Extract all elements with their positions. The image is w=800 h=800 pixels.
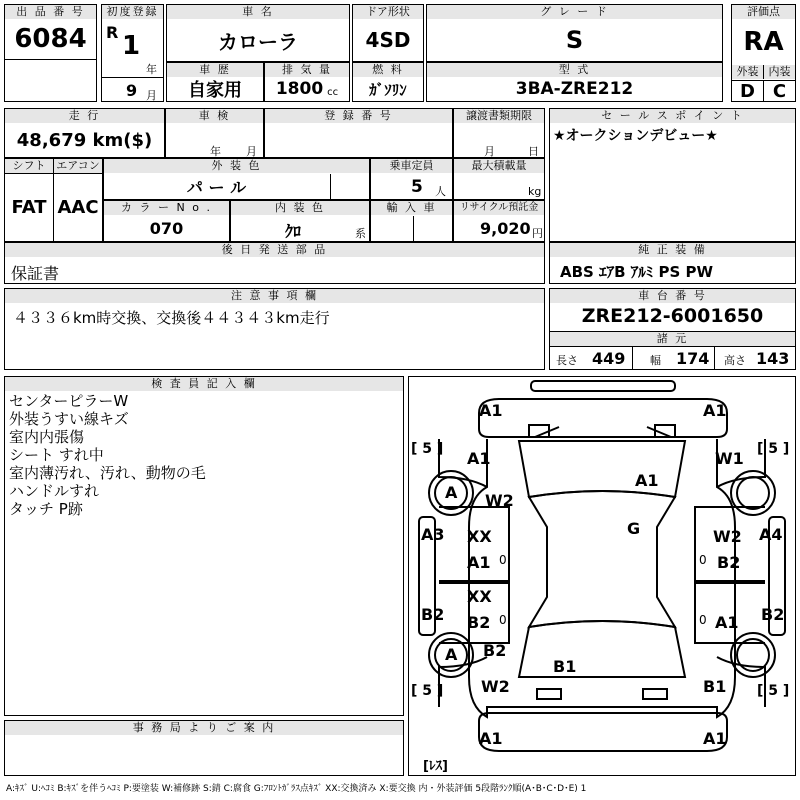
score-label: 評価点 xyxy=(732,5,795,19)
sales-point-label: セ ー ル ス ポ イ ン ト xyxy=(550,109,795,123)
inspector-line: タッチ P跡 xyxy=(9,500,83,518)
inspector-notes xyxy=(5,391,403,519)
zero-4: 0 xyxy=(699,613,707,627)
spec-label: 諸 元 xyxy=(550,331,795,347)
mileage-label: 走 行 xyxy=(5,109,164,123)
inspection-box xyxy=(165,108,264,158)
grade-box xyxy=(426,4,723,62)
recycle-amount: 9,020 xyxy=(480,219,531,238)
load-box xyxy=(453,158,545,200)
office-box xyxy=(4,720,404,776)
notice-box xyxy=(4,288,545,370)
tread-rear-left: [ 5 ] xyxy=(411,683,444,699)
shift-label: シフト xyxy=(5,159,54,174)
year-unit: 年 xyxy=(146,63,157,76)
exterior-color-label: 外 装 色 xyxy=(104,159,369,173)
equipment-label: 純 正 装 備 xyxy=(550,243,795,257)
exterior-color-box xyxy=(103,158,370,200)
mark-rear-left: A1 xyxy=(479,729,503,748)
mark-side-r: A4 xyxy=(759,525,783,544)
grade-label: グ レ ー ド xyxy=(427,5,722,19)
mark-rocker-l: B2 xyxy=(421,605,445,624)
import-box xyxy=(370,200,453,242)
recycle-box xyxy=(453,200,545,242)
mark-door-l2b: B2 xyxy=(467,613,491,632)
later-parts: 保証書 xyxy=(11,264,60,283)
import-label: 輸 入 車 xyxy=(371,201,452,215)
inspector-line: ハンドルすれ xyxy=(9,482,100,500)
model-name-box xyxy=(166,4,350,62)
zero-1: 0 xyxy=(499,553,507,567)
transfer-box xyxy=(453,108,545,158)
cc-unit: cc xyxy=(327,86,339,98)
equipment-box xyxy=(549,242,796,284)
mileage: 48,679 km($) xyxy=(16,129,153,151)
sales-point-box xyxy=(549,108,796,242)
mark-door-fl-w: W2 xyxy=(485,491,514,510)
mark-roof: G xyxy=(627,519,641,538)
type-box xyxy=(426,62,723,102)
inspector-line: センターピラーW xyxy=(9,392,129,410)
history-box xyxy=(166,62,264,102)
height: 143 xyxy=(756,349,790,368)
score: RA xyxy=(743,27,784,57)
interior-color-label: 内 装 色 xyxy=(231,201,369,215)
inspector-line: 室内内張傷 xyxy=(9,428,85,446)
ext-score: D xyxy=(732,81,764,101)
shift: FAT xyxy=(5,174,54,241)
ac: AAC xyxy=(57,197,99,218)
ac-label: エアコン xyxy=(54,159,102,174)
equipment: ABS ｴｱB ｱﾙﾐ PS PW xyxy=(560,263,714,281)
inspection-label: 車 検 xyxy=(166,109,263,123)
office-label: 事 務 局 よ り ご 案 内 xyxy=(5,721,403,735)
color-no: 070 xyxy=(149,218,184,238)
era: R xyxy=(106,23,119,42)
displacement-label: 排 気 量 xyxy=(265,63,349,77)
mark-hood: A1 xyxy=(635,471,659,490)
mark-front-left: A1 xyxy=(479,401,503,420)
type-label: 型 式 xyxy=(427,63,722,77)
door-box xyxy=(352,4,424,62)
first-registration-box xyxy=(101,4,164,102)
interior-color: ｸﾛ xyxy=(285,222,302,241)
sales-point: ★オークションデビュー★ xyxy=(553,128,718,144)
model-name: カローラ xyxy=(218,29,298,54)
width: 174 xyxy=(676,349,710,368)
history: 自家用 xyxy=(188,80,242,101)
reg-month: 9 xyxy=(126,81,138,100)
legend: A:ｷｽﾞ U:ﾍｺﾐ B:ｷｽﾞを伴うﾍｺﾐ P:要塗装 W:補修跡 S:錆 C:腐食 G:ﾌﾛﾝﾄｶﾞﾗｽ点ｷｽﾞ XX:交換済み X:要交換 内・外装評価 5段階ﾗﾝｸ順(A･B･C･D･E) 1 xyxy=(6,784,587,794)
spare-tire: [ﾚｽ] xyxy=(423,759,448,774)
load-unit: kg xyxy=(528,185,542,198)
mark-side-l: A3 xyxy=(421,525,445,544)
notice-label: 注 意 事 項 欄 xyxy=(5,289,544,303)
capacity-unit: 人 xyxy=(435,185,446,198)
mark-door-r1b: B2 xyxy=(717,553,741,572)
color-no-box xyxy=(103,200,230,242)
reg-year: 1 xyxy=(122,31,141,61)
later-parts-label: 後 日 発 送 部 品 xyxy=(5,243,544,257)
mark-rocker-r: B2 xyxy=(761,605,785,624)
mileage-box xyxy=(4,108,165,158)
grade: S xyxy=(565,26,584,54)
lot-number: 6084 xyxy=(5,19,96,60)
inspection-year-unit: 年 xyxy=(210,145,221,158)
mark-rr-b1: B1 xyxy=(703,677,727,696)
capacity-label: 乗車定員 xyxy=(371,159,452,173)
displacement: 1800 xyxy=(275,79,324,99)
mark-door-l1b: A1 xyxy=(467,553,491,572)
capacity: 5 xyxy=(411,177,423,197)
mark-rl-b2: B2 xyxy=(483,641,507,660)
fuel-label: 燃 料 xyxy=(353,63,423,77)
first-registration-label: 初度登録 xyxy=(102,5,163,19)
height-label: 高さ xyxy=(724,354,746,367)
fuel: ｶﾞｿﾘﾝ xyxy=(369,80,407,99)
notice: ４３３６km時交換、交換後４４３４３km走行 xyxy=(13,309,330,327)
lot-number-label: 出 品 番 号 xyxy=(5,5,96,19)
zero-3: 0 xyxy=(499,613,507,627)
door-type: 4SD xyxy=(365,28,411,52)
fuel-box xyxy=(352,62,424,102)
score-box xyxy=(731,4,796,102)
model-name-label: 車 名 xyxy=(167,5,349,19)
mark-fender-fl: A1 xyxy=(467,449,491,468)
length: 449 xyxy=(592,349,626,368)
mark-front-right: A1 xyxy=(703,401,727,420)
inspector-label: 検 査 員 記 入 欄 xyxy=(5,377,403,391)
zero-2: 0 xyxy=(699,553,707,567)
length-label: 長さ xyxy=(556,354,578,367)
inspector-line: 室内薄汚れ、汚れ、動物の毛 xyxy=(9,464,206,482)
transfer-month-unit: 月 xyxy=(484,145,495,158)
inspection-month-unit: 月 xyxy=(246,145,257,158)
mark-door-l1a: XX xyxy=(467,527,492,546)
int-score: C xyxy=(772,80,787,102)
model-type: 3BA-ZRE212 xyxy=(515,79,634,99)
displacement-box xyxy=(264,62,350,102)
chassis-label: 車 台 番 号 xyxy=(550,289,795,303)
ext-label: 外装 xyxy=(732,65,764,79)
month-unit: 月 xyxy=(146,89,157,102)
history-label: 車 歴 xyxy=(167,63,263,77)
mark-fender-fr: W1 xyxy=(715,449,744,468)
mark-tire-fl: A xyxy=(445,483,458,502)
interior-color-box xyxy=(230,200,370,242)
car-outline xyxy=(409,377,795,775)
mark-trunk: B1 xyxy=(553,657,577,676)
registration-label: 登 録 番 号 xyxy=(265,109,452,123)
shift-ac-box xyxy=(4,158,103,242)
damage-diagram xyxy=(408,376,796,776)
color-no-label: カ ラ ー N o . xyxy=(104,201,229,215)
tread-front-left: [ 5 ] xyxy=(411,441,444,457)
door-label: ドア形状 xyxy=(353,5,423,19)
transfer-label: 譲渡書類期限 xyxy=(454,109,544,123)
inspector-box xyxy=(4,376,404,716)
load-label: 最大積載量 xyxy=(454,159,544,173)
mark-door-r1a: W2 xyxy=(713,527,742,546)
lot-number-box xyxy=(4,4,97,102)
int-label: 内装 xyxy=(764,65,795,79)
mark-rear-right: A1 xyxy=(703,729,727,748)
mark-tire-rl: A xyxy=(445,645,458,664)
chassis-box xyxy=(549,288,796,370)
later-parts-box xyxy=(4,242,545,284)
tread-rear-right: [ 5 ] xyxy=(757,683,790,699)
tread-front-right: [ 5 ] xyxy=(757,441,790,457)
capacity-box xyxy=(370,158,453,200)
inspector-line: 外装うすい線キズ xyxy=(9,410,129,428)
mark-door-l2a: XX xyxy=(467,587,492,606)
registration-box xyxy=(264,108,453,158)
chassis-number: ZRE212-6001650 xyxy=(581,305,764,327)
mark-rl-w2: W2 xyxy=(481,677,510,696)
width-label: 幅 xyxy=(650,354,661,367)
interior-color-unit: 系 xyxy=(355,227,366,240)
recycle-label: リサイクル預託金 xyxy=(454,201,544,215)
transfer-day-unit: 日 xyxy=(528,145,539,158)
inspector-line: シート すれ中 xyxy=(9,446,104,464)
recycle-unit: 円 xyxy=(532,227,543,240)
mark-door-r2: A1 xyxy=(715,613,739,632)
exterior-color: パ ー ル xyxy=(186,177,247,197)
